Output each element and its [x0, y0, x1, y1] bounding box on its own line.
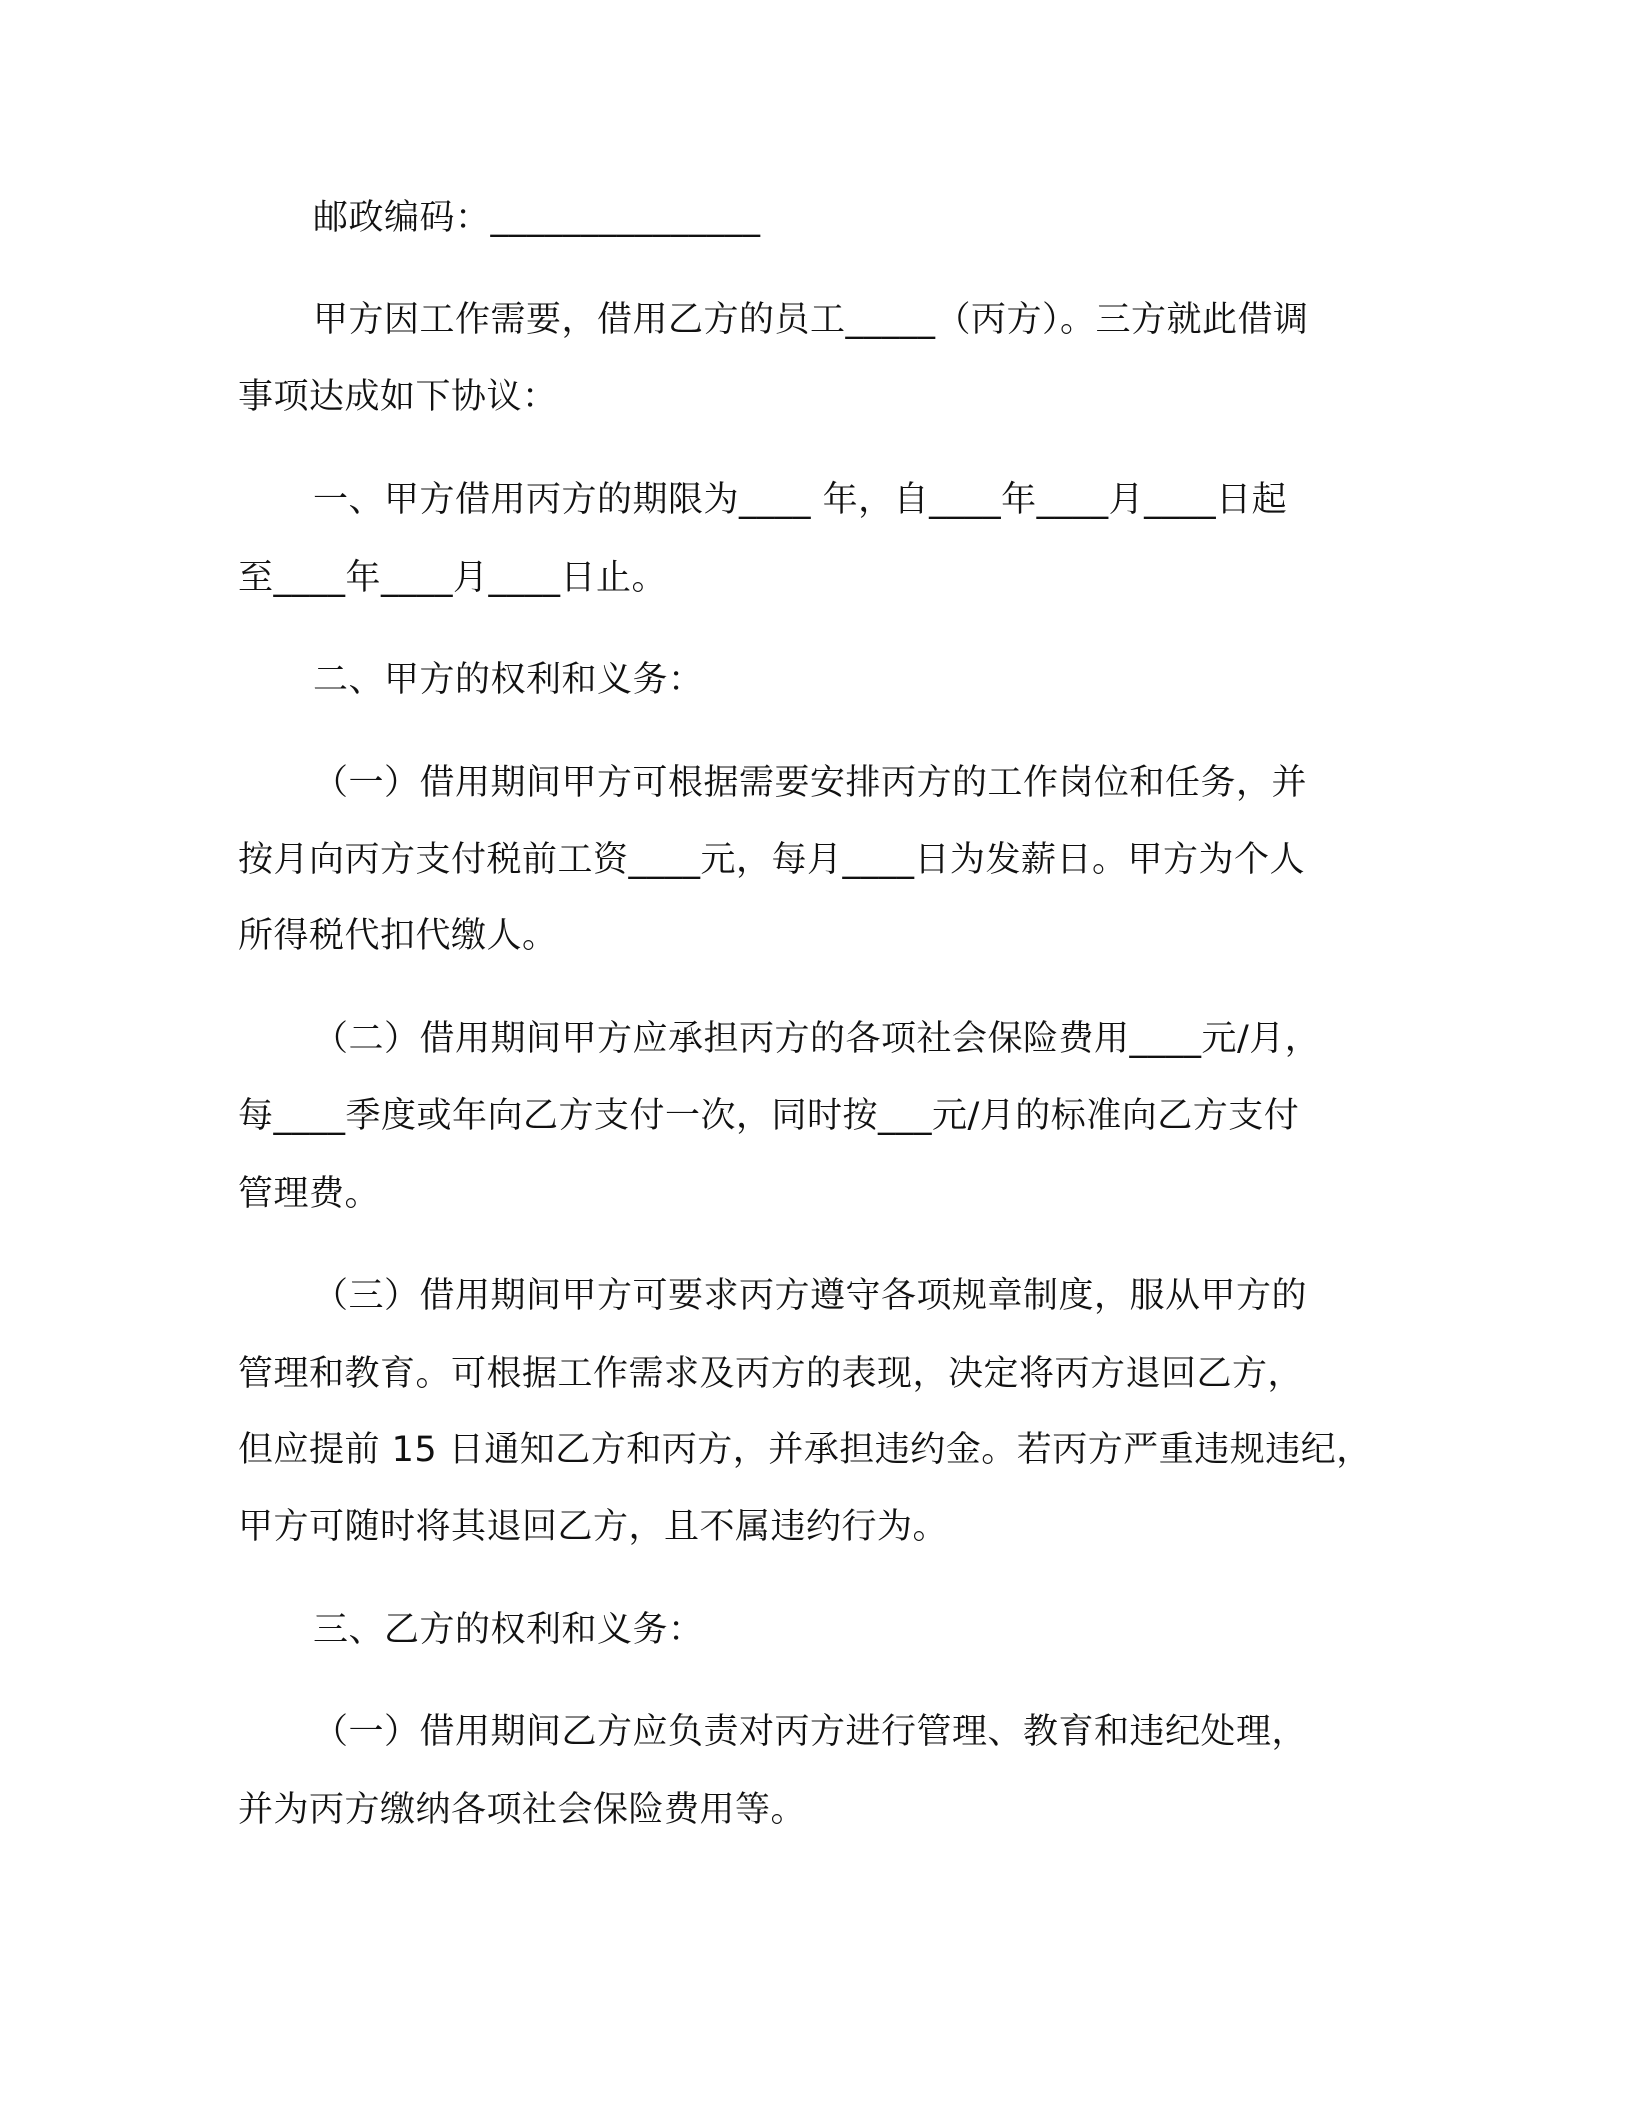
- clause-2-3-line-1: （三）借用期间甲方可要求丙方遵守各项规章制度，服从甲方的: [313, 1276, 1308, 1316]
- intro-paragraph-line-1: 甲方因工作需要，借用乙方的员工_____（丙方）。三方就此借调: [313, 300, 1309, 340]
- clause-2-3-line-2: 管理和教育。可根据工作需求及丙方的表现，决定将丙方退回乙方，: [238, 1354, 1304, 1394]
- section-2-heading: 二、甲方的权利和义务：: [313, 660, 704, 700]
- clause-1-line-1: 一、甲方借用丙方的期限为____ 年，自____年____月____日起: [313, 480, 1288, 520]
- clause-2-3-line-3: 但应提前 15 日通知乙方和丙方，并承担违约金。若丙方严重违规违纪，: [238, 1430, 1372, 1470]
- clause-1-line-2: 至____年____月____日止。: [238, 558, 668, 598]
- clause-2-1-line-3: 所得税代扣代缴人。: [238, 916, 558, 956]
- clause-3-1-line-2: 并为丙方缴纳各项社会保险费用等。: [238, 1790, 807, 1830]
- section-3-heading: 三、乙方的权利和义务：: [313, 1610, 704, 1650]
- intro-paragraph-line-2: 事项达成如下协议：: [238, 377, 558, 417]
- clause-2-1-line-2: 按月向丙方支付税前工资____元，每月____日为发薪日。甲方为个人: [238, 840, 1306, 880]
- clause-2-2-line-2: 每____季度或年向乙方支付一次，同时按___元/月的标准向乙方支付: [238, 1096, 1300, 1136]
- clause-2-2-line-3: 管理费。: [238, 1174, 381, 1214]
- clause-2-1-line-1: （一）借用期间甲方可根据需要安排丙方的工作岗位和任务，并: [313, 763, 1308, 803]
- clause-2-2-line-1: （二）借用期间甲方应承担丙方的各项社会保险费用____元/月，: [313, 1019, 1321, 1059]
- postal-code-line: 邮政编码：_______________: [313, 198, 761, 238]
- clause-2-3-line-4: 甲方可随时将其退回乙方，且不属违约行为。: [238, 1507, 949, 1547]
- clause-3-1-line-1: （一）借用期间乙方应负责对丙方进行管理、教育和违纪处理，: [313, 1712, 1308, 1752]
